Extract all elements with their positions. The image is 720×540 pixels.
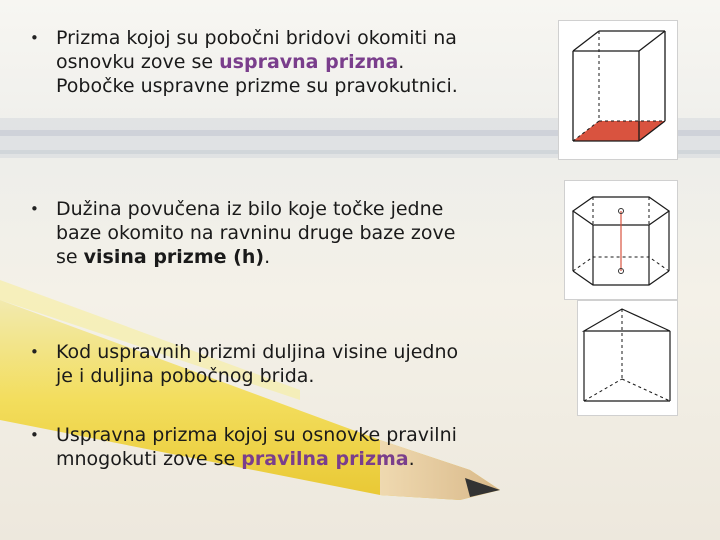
- term-highlight: uspravna prizma: [219, 51, 399, 73]
- bullet-text: [56, 423, 526, 471]
- bullet-line: baze okomito na ravninu druge baze zove: [56, 222, 456, 244]
- triangular-prism-drawing: [578, 301, 677, 415]
- text-fragment: .: [408, 448, 415, 470]
- rectangular-prism-drawing: [559, 21, 677, 159]
- bullet-item: [30, 197, 520, 277]
- text-fragment: mnogokuti zove se: [56, 448, 242, 470]
- bullet-marker: •: [30, 343, 39, 361]
- term-highlight: pravilna prizma: [241, 448, 409, 470]
- bullet-marker: •: [30, 29, 39, 47]
- bullet-line: Uspravna prizma kojoj su osnovke pravilni: [56, 424, 457, 446]
- hexagonal-prism-drawing: [565, 181, 677, 299]
- triangular-prism-figure: [577, 300, 678, 416]
- bullet-marker: •: [30, 426, 39, 444]
- bullet-item: [30, 423, 520, 479]
- bullet-text: [56, 197, 526, 269]
- text-fragment: .: [264, 246, 271, 268]
- bullet-line: [56, 447, 526, 471]
- bullet-line: Prizma kojoj su pobočni bridovi okomiti na: [56, 27, 457, 49]
- bullet-line: je i duljina pobočnog brida.: [56, 365, 315, 387]
- text-fragment: .: [398, 51, 405, 73]
- text-fragment: se: [56, 246, 84, 268]
- bullet-line: [56, 50, 526, 74]
- bullet-item: [30, 340, 520, 396]
- bullet-marker: •: [30, 200, 39, 218]
- bullet-text: [56, 26, 526, 98]
- bullet-line: Kod uspravnih prizmi duljina visine ujedno: [56, 341, 459, 363]
- bullet-item: [30, 26, 520, 106]
- bullet-line: [56, 245, 526, 269]
- term-bold: visina prizme (h): [83, 246, 265, 268]
- hexagonal-prism-figure: [564, 180, 678, 300]
- bullet-line: Dužina povučena iz bilo koje točke jedne: [56, 198, 444, 220]
- rectangular-prism-figure: [558, 20, 678, 160]
- bullet-line: Pobočke uspravne prizme su pravokutnici.: [56, 75, 458, 97]
- bullet-text: [56, 340, 526, 388]
- text-fragment: osnovku zove se: [56, 51, 220, 73]
